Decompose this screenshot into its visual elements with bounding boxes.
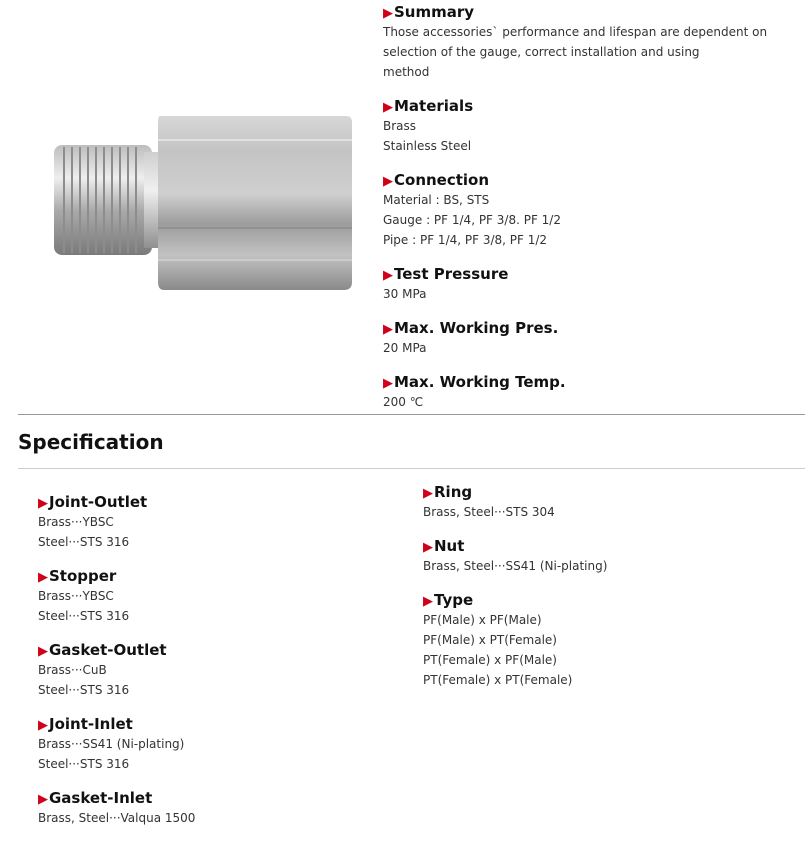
red-triangle-right-icon: ▶: [38, 718, 48, 733]
section-title: ▶Connection: [383, 170, 803, 190]
spec-title: ▶Stopper: [38, 566, 378, 586]
spec-line: Steel···STS 316: [38, 757, 130, 771]
section-title: ▶Summary: [383, 2, 803, 22]
section-line: Pipe : PF 1/4, PF 3/8, PF 1/2: [383, 233, 548, 247]
summary-section: [383, 2, 803, 82]
spec-line: Steel···STS 316: [38, 609, 130, 623]
section-line: 30 MPa: [383, 287, 427, 301]
product-summary: [383, 2, 803, 426]
section-title: ▶Max. Working Temp.: [383, 372, 803, 392]
section-line: Material : BS, STS: [383, 193, 490, 207]
spec-title: ▶Nut: [423, 536, 803, 556]
spec-line: Steel···STS 316: [38, 535, 130, 549]
section-title: ▶Max. Working Pres.: [383, 318, 803, 338]
spec-item: [38, 492, 378, 552]
section-line: 20 MPa: [383, 341, 427, 355]
section-line: Brass: [383, 119, 417, 133]
max-working-temp-section: [383, 372, 803, 412]
spec-title: ▶Ring: [423, 482, 803, 502]
red-triangle-right-icon: ▶: [38, 792, 48, 807]
spec-line: Steel···STS 316: [38, 683, 130, 697]
red-triangle-right-icon: ▶: [423, 486, 433, 501]
red-triangle-right-icon: ▶: [383, 322, 393, 337]
red-triangle-right-icon: ▶: [38, 496, 48, 511]
spec-title: ▶Joint-Inlet: [38, 714, 378, 734]
red-triangle-right-icon: ▶: [383, 100, 393, 115]
spec-title: ▶Type: [423, 590, 803, 610]
connection-section: [383, 170, 803, 250]
section-line: method: [383, 65, 430, 79]
section-line: selection of the gauge, correct installation and using: [383, 45, 700, 59]
red-triangle-right-icon: ▶: [38, 570, 48, 585]
section-line: Those accessories` performance and lifespan are dependent on: [383, 25, 768, 39]
spec-line: PT(Female) x PT(Female): [423, 673, 573, 687]
spec-line: Brass···YBSC: [38, 589, 114, 603]
red-triangle-right-icon: ▶: [383, 174, 393, 189]
spec-title: ▶Gasket-Inlet: [38, 788, 378, 808]
divider: [18, 414, 805, 415]
adapter-fitting-illustration: [48, 110, 358, 295]
spec-line: Brass···YBSC: [38, 515, 114, 529]
section-title: ▶Test Pressure: [383, 264, 803, 284]
spec-line: PF(Male) x PF(Male): [423, 613, 542, 627]
spec-line: Brass···CuB: [38, 663, 107, 677]
red-triangle-right-icon: ▶: [423, 540, 433, 555]
spec-item: [423, 536, 803, 576]
section-line: Gauge : PF 1/4, PF 3/8. PF 1/2: [383, 213, 561, 227]
spec-line: PF(Male) x PT(Female): [423, 633, 557, 647]
spec-line: PT(Female) x PF(Male): [423, 653, 557, 667]
red-triangle-right-icon: ▶: [383, 268, 393, 283]
spec-line: Brass, Steel···SS41 (Ni-plating): [423, 559, 608, 573]
section-line: 200 ℃: [383, 395, 424, 409]
section-line: Stainless Steel: [383, 139, 472, 153]
materials-section: [383, 96, 803, 156]
red-triangle-right-icon: ▶: [423, 594, 433, 609]
spec-right-column: [423, 482, 803, 704]
max-working-pressure-section: [383, 318, 803, 358]
specification-heading: Specification: [18, 430, 164, 454]
red-triangle-right-icon: ▶: [383, 376, 393, 391]
spec-title: ▶Gasket-Outlet: [38, 640, 378, 660]
spec-item: [38, 566, 378, 626]
red-triangle-right-icon: ▶: [38, 644, 48, 659]
section-title: ▶Materials: [383, 96, 803, 116]
spec-item: [423, 482, 803, 522]
spec-line: Brass, Steel···STS 304: [423, 505, 555, 519]
test-pressure-section: [383, 264, 803, 304]
red-triangle-right-icon: ▶: [383, 6, 393, 21]
divider: [18, 468, 805, 469]
spec-title: ▶Joint-Outlet: [38, 492, 378, 512]
spec-line: Brass, Steel···Valqua 1500: [38, 811, 196, 825]
spec-item: [38, 788, 378, 828]
spec-item: [38, 640, 378, 700]
spec-line: Brass···SS41 (Ni-plating): [38, 737, 185, 751]
spec-left-column: [38, 492, 378, 842]
spec-item: [38, 714, 378, 774]
product-image: [48, 110, 358, 295]
spec-item: [423, 590, 803, 690]
